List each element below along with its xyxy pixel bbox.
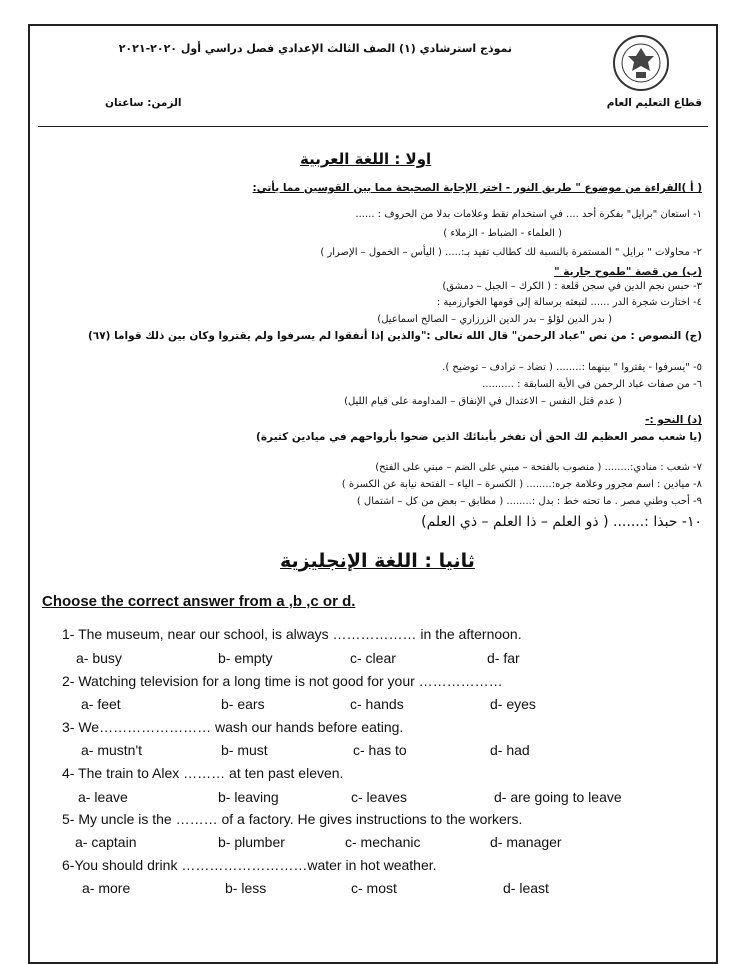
option-a: a- feet (81, 696, 121, 712)
option-c: c- has to (353, 742, 407, 758)
arabic-q7: ٧- شعب : منادي:........ ( منصوب بالفتحة – مبني على الضم – مبني على الفتح) (375, 462, 702, 473)
question-stem: 5- My uncle is the ……… of a factory. He gives instructions to the workers. (62, 811, 523, 827)
arabic-q1: ١- استعان "برايل" بفكرة أحد .... في استخدام نقط وعلامات بدلا من الحروف : ...... (355, 209, 702, 220)
option-d: d- eyes (490, 696, 536, 712)
option-b: b- ears (221, 696, 265, 712)
arabic-q4: ٤- اختارت شجرة الدر ...... لتبعثه برسالة إلى قومها الخوارزمية : (436, 297, 702, 308)
arabic-q9: ٩- أحب وطني مصر . ما تحته خط : بدل :........ ( مطابق – بعض من كل – اشتمال ) (356, 496, 702, 507)
time-label: الزمن: ساعتان (105, 97, 182, 109)
option-a: a- leave (78, 789, 128, 805)
option-c: c- most (351, 880, 397, 896)
option-a: a- busy (76, 650, 122, 666)
arabic-q6: ٦- من صفات عباد الرحمن فى الأية السابقة : .......... (482, 379, 702, 390)
english-section-title: ثانيا : اللغة الإنجليزية (280, 550, 475, 572)
arabic-part-c: (ج) النصوص : من نص "عباد الرحمن" قال الله تعالى :"والذين إذا أنفقوا لم يسرفوا ولم يقتروا وكان بين ذلك قواما (٦٧) (87, 330, 702, 342)
exam-title: نموذج استرشادي (١) الصف الثالث الإعدادي فصل دراسي أول ٢٠٢٠-٢٠٢١ (118, 42, 512, 55)
arabic-q10: ١٠- حبذا :....... ( ذو العلم – ذا العلم – ذي العلم) (421, 514, 702, 530)
option-b: b- empty (218, 650, 273, 666)
header-divider (38, 126, 708, 127)
arabic-q4-options: ( بدر الدين لؤلؤ – بدر الدين الزرزاري – الصالح اسماعيل) (377, 314, 612, 325)
option-d: d- had (490, 742, 530, 758)
option-b: b- plumber (218, 834, 285, 850)
option-c: c- clear (350, 650, 396, 666)
question-stem: 6-You should drink ………………………water in hot weather. (62, 857, 437, 873)
option-c: c- hands (350, 696, 404, 712)
question-stem: 1- The museum, near our school, is always ……………… in the afternoon. (62, 626, 522, 642)
question-stem: 2- Watching television for a long time is not good for your ……………… (62, 673, 503, 689)
question-stem: 4- The train to Alex ……… at ten past eleven. (62, 765, 344, 781)
arabic-q6-options: ( عدم قتل النفس – الاعتدال في الإنفاق – المداومة على قيام الليل) (344, 396, 622, 407)
option-d: d- manager (490, 834, 562, 850)
arabic-part-d: (د) النحو :- (645, 414, 702, 426)
option-b: b- less (225, 880, 267, 896)
option-d: d- are going to leave (494, 789, 622, 805)
option-a: a- mustn't (81, 742, 143, 758)
option-b: b- leaving (218, 789, 279, 805)
option-a: a- more (82, 880, 131, 896)
arabic-q1-options: ( العلماء - الضباط - الزملاء ) (443, 228, 562, 239)
option-c: c- mechanic (345, 834, 421, 850)
arabic-part-d-sentence: (يا شعب مصر العظيم لك الحق أن تفخر بأبنائك الذين ضحوا بأرواحهم في ميادين كثيرة) (256, 431, 702, 443)
option-b: b- must (221, 742, 268, 758)
question-stem: 3- We…………………… wash our hands before eating. (62, 719, 404, 735)
arabic-section-title: اولا : اللغة العربية (300, 150, 432, 168)
arabic-part-b: (ب) من قصة "طموح جارية " (554, 266, 702, 278)
arabic-q3: ٣- حبس نجم الدين في سجن قلعة : ( الكرك – الجبل – دمشق) (442, 281, 702, 292)
sector-label: قطاع التعليم العام (606, 97, 702, 109)
arabic-q8: ٨- ميادين : اسم مجرور وعلامة جره:........ ( الكسرة – الياء – الفتحة نيابة عن الكسرة ) (341, 479, 702, 490)
english-instruction: Choose the correct answer from a ,b ,c or d. (42, 593, 356, 610)
ministry-emblem-icon (612, 34, 670, 92)
option-a: a- captain (75, 834, 137, 850)
option-d: d- least (503, 880, 549, 896)
option-d: d- far (487, 650, 520, 666)
arabic-part-a: ( أ )القراءة من موضوع " طريق النور - اختر الإجابة الصحيحة مما بين القوسين مما يأتي: (252, 182, 702, 194)
arabic-q5: ٥- "يسرفوا - يقتروا " بينهما :........ ( تضاد – ترادف – توضيح ). (442, 362, 702, 373)
option-c: c- leaves (351, 789, 408, 805)
arabic-q2: ٢- محاولات " برايل " المستمرة بالنسبة لك كطالب تفيد بـ:..... ( اليأس – الخمول – الإصرار ) (320, 247, 702, 258)
